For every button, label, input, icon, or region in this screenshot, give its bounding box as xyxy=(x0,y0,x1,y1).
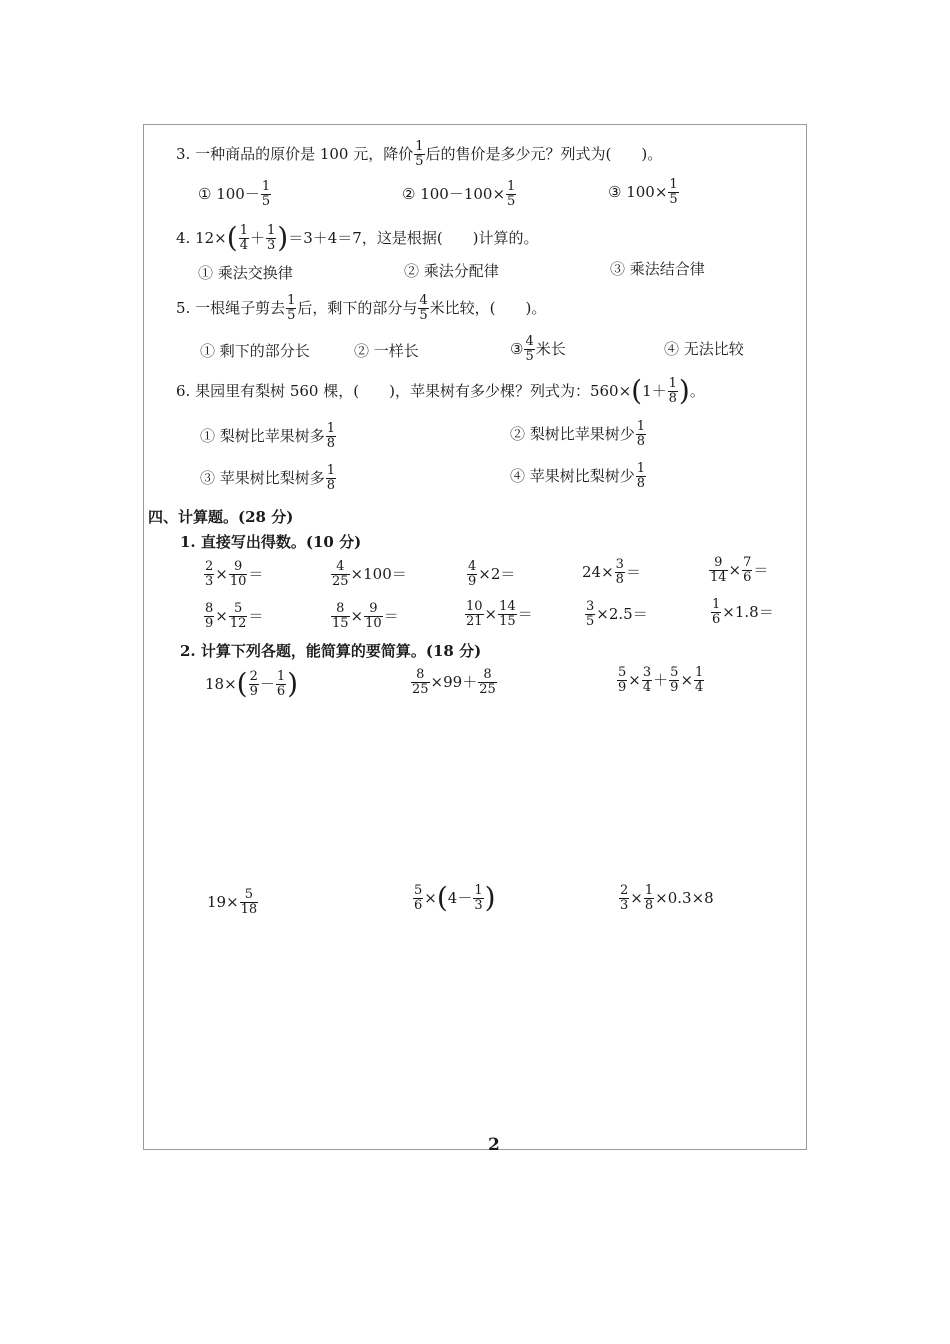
question-4: 4. 12× ( $\frac{1}{4}$ ＋ $\frac{1}{3}$ ) ＝3＋4＝7，这是根据( )计算的。 xyxy=(176,221,539,255)
direct-item: $\frac{10}{21}$ × $\frac{14}{15}$ ＝ xyxy=(466,599,533,629)
direct-item: $\frac{9}{14}$ × $\frac{7}{6}$ ＝ xyxy=(710,555,769,585)
q6-option-2: ② 梨树比苹果树少 $\frac{1}{8}$ xyxy=(510,419,646,449)
question-6: 6. 果园里有梨树 560 棵，( )，苹果树有多少棵？列式为：560× ( 1＋ $\frac{1}{8}$ ) 。 xyxy=(176,374,705,408)
direct-item: $\frac{8}{9}$ × $\frac{5}{12}$ ＝ xyxy=(205,601,264,631)
calc-expression-4: 19× $\frac{5}{18}$ xyxy=(207,887,258,917)
page-number: 2 xyxy=(488,1135,500,1155)
q4-option-2: ② 乘法分配律 xyxy=(404,262,499,280)
calc-expression-1: 18× ( $\frac{2}{9}$ － $\frac{1}{6}$ ) xyxy=(205,667,299,701)
q3-fraction: $\frac{1}{5}$ xyxy=(415,139,424,169)
q3-option-3: ③ 100× $\frac{1}{5}$ xyxy=(608,177,678,207)
direct-item: $\frac{2}{3}$ × $\frac{9}{10}$ ＝ xyxy=(205,559,264,589)
question-3 xyxy=(176,140,662,168)
section-4-sub-2: 2. 计算下列各题，能简算的要简算。(18 分) xyxy=(180,642,482,660)
q4-option-3: ③ 乘法结合律 xyxy=(610,260,705,278)
question-5: 5. 一根绳子剪去 $\frac{1}{5}$ 后，剩下的部分与 $\frac{4}{5}$ 米比较，( )。 xyxy=(176,293,547,323)
q6-option-3: ③ 苹果树比梨树多 $\frac{1}{8}$ xyxy=(200,463,336,493)
calc-expression-6: $\frac{2}{3}$ × $\frac{1}{8}$ ×0.3×8 xyxy=(620,883,714,913)
direct-item: 24× $\frac{3}{8}$ ＝ xyxy=(582,557,641,587)
q6-option-4: ④ 苹果树比梨树少 $\frac{1}{8}$ xyxy=(510,461,646,491)
q5-option-4: ④ 无法比较 xyxy=(664,340,744,358)
section-4-title: 四、计算题。(28 分) xyxy=(148,508,294,526)
q5-option-2: ② 一样长 xyxy=(354,342,419,360)
direct-item: $\frac{4}{9}$ ×2＝ xyxy=(468,559,516,589)
section-4-sub-1: 1. 直接写出得数。(10 分) xyxy=(180,533,362,551)
q3-text-post: 后的售价是多少元？列式为( )。 xyxy=(425,144,663,163)
direct-item: $\frac{8}{15}$ × $\frac{9}{10}$ ＝ xyxy=(332,601,399,631)
q3-text-pre: 3. 一种商品的原价是 100 元，降价 xyxy=(176,144,414,163)
q5-option-3: ③ $\frac{4}{5}$ 米长 xyxy=(510,334,566,364)
q4-option-1: ① 乘法交换律 xyxy=(198,264,293,282)
q3-option-1: ① 100－ $\frac{1}{5}$ xyxy=(198,179,271,209)
q6-option-1: ① 梨树比苹果树多 $\frac{1}{8}$ xyxy=(200,421,336,451)
calc-expression-5: $\frac{5}{6}$ × ( 4－ $\frac{1}{3}$ ) xyxy=(414,881,496,915)
direct-item: $\frac{3}{5}$ ×2.5＝ xyxy=(586,599,648,629)
calc-expression-3: $\frac{5}{9}$ × $\frac{3}{4}$ ＋ $\frac{5}{9}$ × $\frac{1}{4}$ xyxy=(618,665,704,695)
q5-option-1: ① 剩下的部分长 xyxy=(200,342,310,360)
calc-expression-2: $\frac{8}{25}$ ×99＋ $\frac{8}{25}$ xyxy=(412,667,496,697)
q3-option-2: ② 100－100× $\frac{1}{5}$ xyxy=(402,179,516,209)
direct-item: $\frac{1}{6}$ ×1.8＝ xyxy=(712,597,774,627)
direct-item: $\frac{4}{25}$ ×100＝ xyxy=(332,559,407,589)
